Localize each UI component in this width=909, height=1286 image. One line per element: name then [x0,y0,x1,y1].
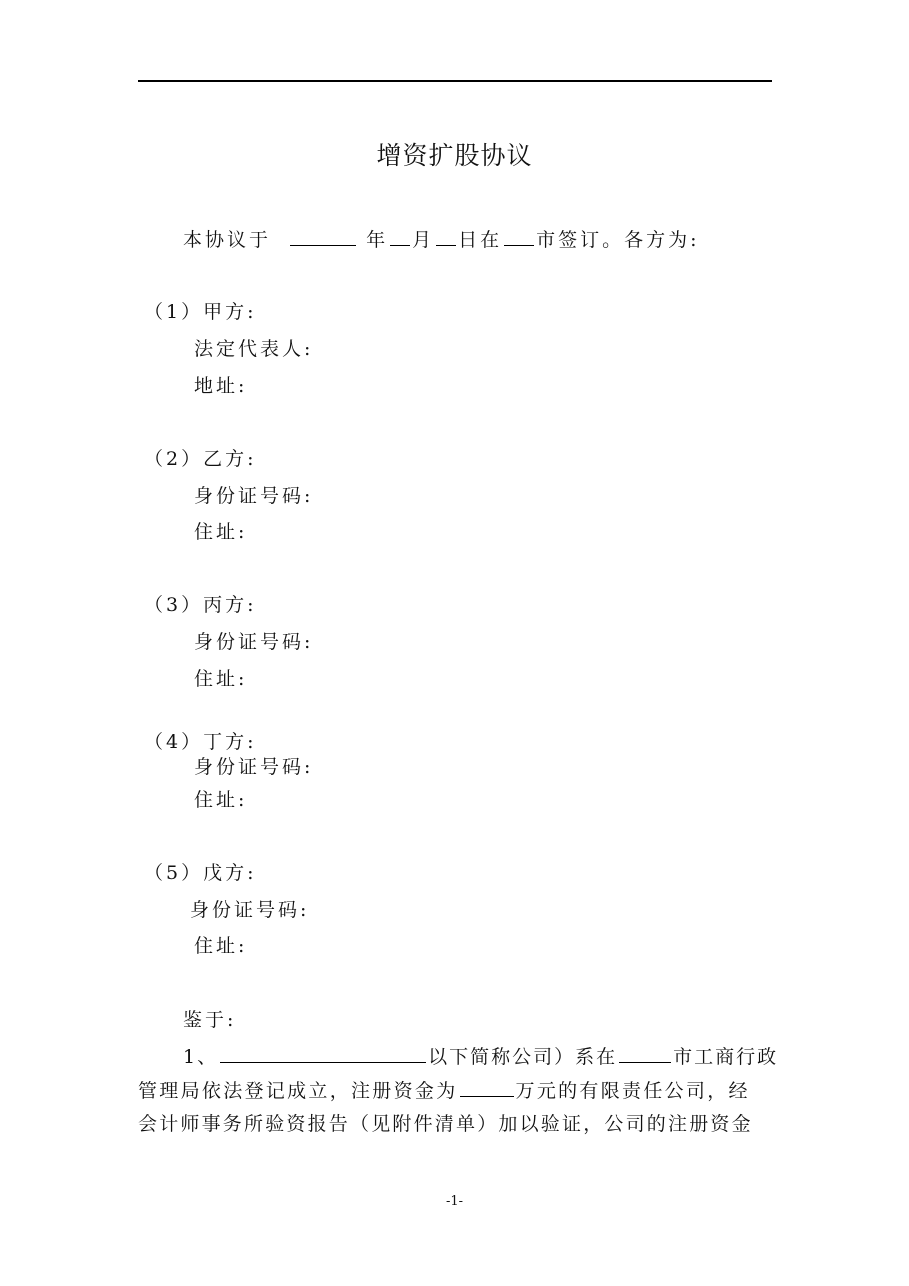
party-1-field-1: 法定代表人: [194,338,314,360]
party-2-heading [144,447,257,471]
party-1-heading [144,300,257,324]
party-1-number: （1） [144,301,204,323]
clause-1-text-c: 管理局依法登记成立，注册资金为 [138,1080,458,1102]
clause-1-line-1 [183,1044,778,1069]
capital-amount-blank [460,1078,514,1097]
year-blank [290,227,356,246]
party-4-field-2: 住址: [194,789,248,811]
clause-1-number: 1、 [183,1046,219,1068]
party-2-number: （2） [144,448,204,470]
clause-1-text-a: 以下简称公司）系在 [428,1046,618,1068]
city-blank [504,227,534,246]
intro-text-5: 市签订。各方为: [536,229,700,251]
intro-text-1: 本协议于 [183,229,272,251]
party-5-field-1: 身份证号码: [190,899,310,921]
party-5-heading [144,861,257,885]
intro-text-4: 日在 [458,229,503,251]
intro-text-2: 年 [366,229,389,251]
party-5-number: （5） [144,862,204,884]
party-3-role: 丙方: [203,594,257,616]
document-title: 增资扩股协议 [376,141,533,170]
party-2-field-2: 住址: [194,521,248,543]
party-3-field-1: 身份证号码: [194,631,314,653]
intro-text-3: 月 [412,229,435,251]
party-5-field-2: 住址: [194,935,248,957]
clause-1-line-2 [138,1078,750,1103]
party-2-role: 乙方: [203,448,257,470]
intro-line [183,227,700,252]
page-number: -1- [446,1194,464,1209]
party-3-heading [144,593,257,617]
header-rule [138,80,772,82]
party-3-number: （3） [144,594,204,616]
day-blank [436,227,456,246]
party-3-field-2: 住址: [194,668,248,690]
party-2-field-1: 身份证号码: [194,485,314,507]
party-4-number: （4） [144,731,204,753]
clause-1-text-d: 万元的有限责任公司，经 [515,1080,750,1102]
party-5-role: 戊方: [203,862,257,884]
registration-city-blank [619,1044,671,1063]
party-4-heading [144,730,257,754]
company-name-blank [220,1044,426,1063]
party-4-field-1: 身份证号码: [194,756,314,778]
month-blank [390,227,410,246]
clause-1-line-3: 会计师事务所验资报告（见附件清单）加以验证，公司的注册资金 [138,1113,753,1135]
party-4-role: 丁方: [203,731,257,753]
clause-1-text-b: 市工商行政 [673,1046,779,1068]
party-1-role: 甲方: [203,301,257,323]
whereas-heading: 鉴于: [183,1009,237,1031]
party-1-field-2: 地址: [194,375,248,397]
